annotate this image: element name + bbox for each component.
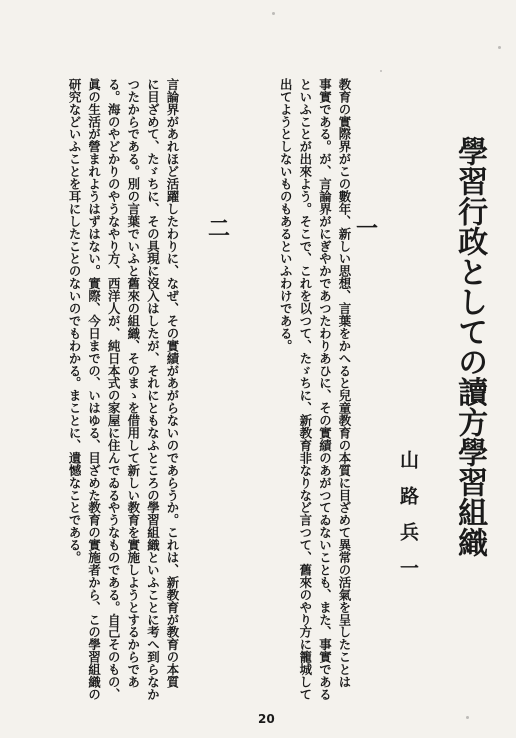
text-line: 言論界があれほど活躍したわりに、なぜ、その實績があがらないのであらうか。これは、新教育が教育の本質 — [165, 78, 180, 689]
text-line: 研究などいふことを耳にしたことのないのでもわかる。まことに、遺憾なことである。 — [67, 78, 83, 564]
print-speck — [498, 46, 501, 49]
text-line: に目ざめて、たゞちに、その具現に沒入はしたが、それにともなふところの學習組織といふことに考へ到らなか — [145, 78, 161, 701]
text-line: 眞の生活が營まれようはずはない。實際、今日までの、いはゆる、目ざめた教育の實施者から、この學習組織の — [86, 78, 102, 701]
article-title: 學習行政としての讀方學習組織 — [452, 136, 488, 558]
print-speck — [466, 716, 469, 719]
page-number: 20 — [258, 712, 275, 726]
section-1-body — [276, 78, 354, 718]
text-line: といふことが出來よう。そこで、これを以つて、たゞちに、新教育非なりなど言つて、舊來のやり方に籠城して — [297, 78, 313, 701]
text-line: 出てようとしないものもあるといふわけである。 — [278, 78, 294, 352]
section-number-1: 一 — [356, 216, 379, 242]
section-2-body — [64, 78, 182, 718]
text-line: る。海のやどかりのやうなやり方、西洋人が、純日本式の家屋に住んでゐるやうなものである。自己そのもの、 — [106, 78, 122, 701]
text-line: 教育の實際界がこの數年、新しい思想、言葉をかへると兒童教育の本質に目ざめて異常の活氣を呈したことは — [337, 78, 352, 689]
article-author: 山路兵一 — [397, 450, 419, 594]
text-line: 事實である。が、言論界がにぎやかであつたわりあひに、その實績のあがつてゐないことも、また、事實である — [317, 78, 333, 701]
print-speck — [272, 12, 275, 15]
print-speck — [380, 70, 382, 72]
text-line: つたからである。別の言葉でいふと舊來の組織、そのまゝを借用して新しい教育を實施しようとするからであ — [125, 78, 141, 689]
section-number-2: 二 — [208, 216, 231, 242]
